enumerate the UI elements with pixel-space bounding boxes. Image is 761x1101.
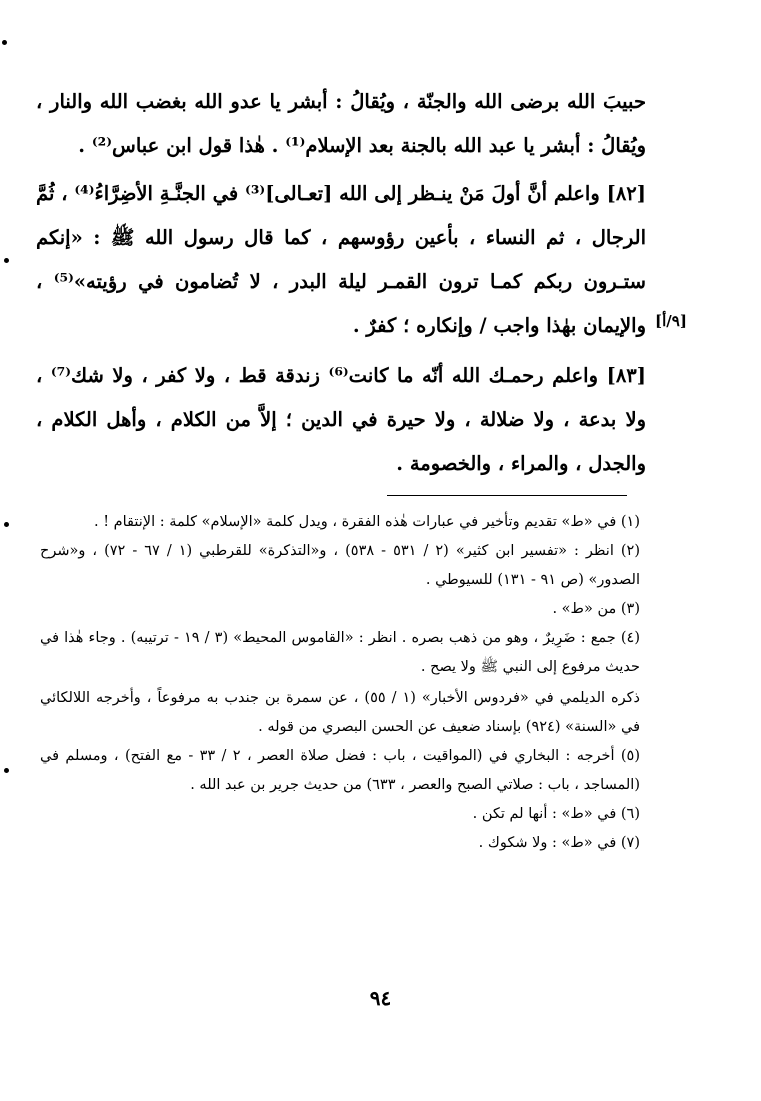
paragraph: [٨٢] واعلم أنَّ أولَ مَنْ ينـظر إلى الله [تعـالى]⁽³⁾ في الجنَّـةِ الأضِرَّاءُ⁽⁴⁾ ، ثُمَّ الرجال ، ثم النساء ، بأعين رؤوسهم ، كما قال رسول الله ﷺ : «إنكم ستـرون ربكم كمـا ترون القمـر ليلة البدر ، لا تُضامون في رؤيته»⁽⁵⁾ ، والإيمان بهٰذا واجب / وإنكاره ؛ كفرٌ . [36, 182, 647, 337]
footnotes [40, 508, 640, 858]
manuscript-folio-marker: [٩/أ] [655, 312, 687, 330]
paragraph: حبيبَ الله برضى الله والجنّة ، ويُقالُ : أبشر يا عدو الله بغضب الله والنار ، ويُقالُ : أبشر يا عبد الله بالجنة بعد الإسلام⁽¹⁾ . هٰذا قول ابن عباس⁽²⁾ . [36, 90, 646, 157]
main-text [36, 80, 646, 492]
footnote: (٦) في «ط» : أنها لم تكن . [472, 806, 640, 822]
footnote: (٥) أخرجه : البخاري في (المواقيت ، باب : فضل صلاة العصر ، ٢ / ٣٣ - مع الفتح) ، ومسلم في (المساجد ، باب : صلاتي الصبح والعصر ، ٦٣٣) من حديث جرير بن عبد الله . [40, 748, 640, 793]
scan-edge-mark [4, 768, 9, 773]
footnote: (٣) من «ط» . [552, 601, 640, 617]
scan-edge-mark [4, 522, 9, 527]
footnote: (٤) جمع : ضَرِيرٌ ، وهو من ذهب بصره . انظر : «القاموس المحيط» (٣ / ١٩ - ترتيبه) . وجاء هٰذا في حديث مرفوع إلى النبي ﷺ ولا يصح . [40, 630, 641, 675]
paragraph: [٨٣] واعلم رحمـك الله أنّه ما كانت⁽⁶⁾ زندقة قط ، ولا كفر ، ولا شك⁽⁷⁾ ، ولا بدعة ، ولا ضلالة ، ولا حيرة في الدين ؛ إلاَّ من الكلام ، وأهل الكلام ، والجدل ، والمراء ، والخصومة . [36, 364, 646, 475]
scan-edge-mark [4, 258, 9, 263]
footnote: (٢) انظر : «تفسير ابن كثير» (٢ / ٥٣١ - ٥٣٨) ، و«التذكرة» للقرطبي (١ / ٦٧ - ٧٢) ، و«شرح الصدور» (ص ٩١ - ١٣١) للسيوطي . [40, 543, 641, 588]
page-number: ٩٤ [369, 986, 392, 1010]
scan-edge-mark [2, 40, 7, 45]
footnote: (٧) في «ط» : ولا شكوك . [478, 835, 640, 851]
footnote-separator [387, 495, 627, 496]
footnote: (١) في «ط» تقديم وتأخير في عبارات هٰذه الفقرة ، ويدل كلمة «الإسلام» كلمة : الإنتقام ! . [94, 514, 640, 530]
footnote-continuation: ذكره الديلمي في «فردوس الأخبار» (١ / ٥٥) ، عن سمرة بن جندب به مرفوعاً ، وأخرجه اللالكائي في «السنة» (٩٢٤) بإسناد ضعيف عن الحسن البصري من قوله . [40, 690, 640, 735]
